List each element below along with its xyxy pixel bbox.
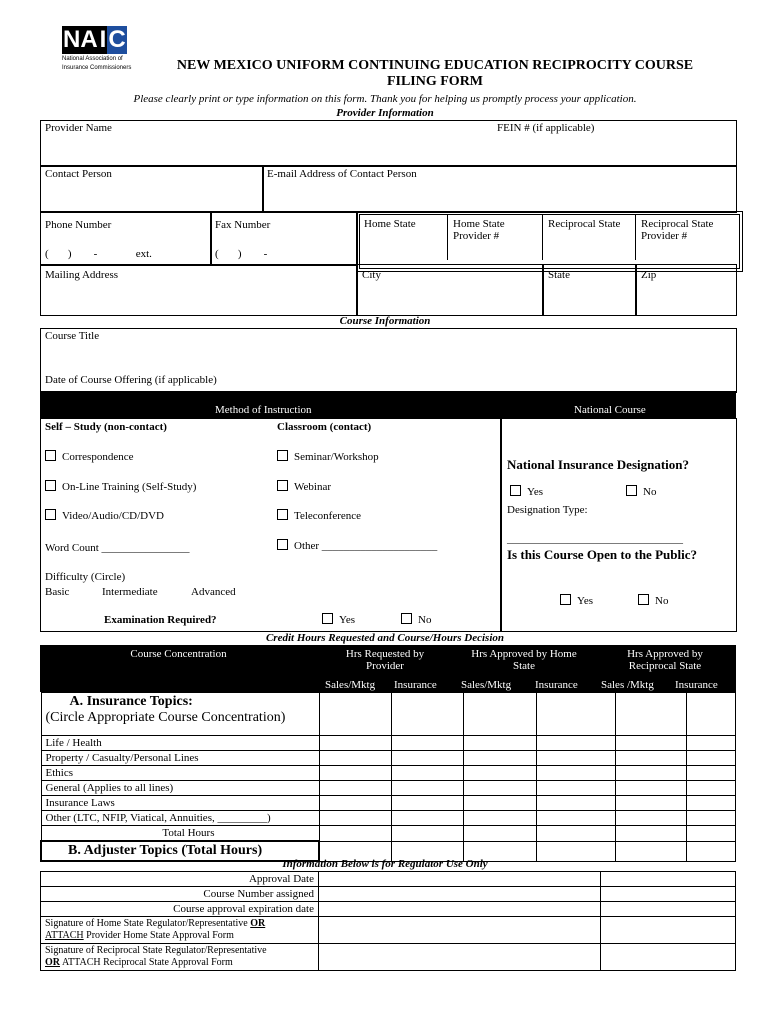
hrs-requested-header (317, 648, 453, 672)
checkbox-icon[interactable] (322, 613, 333, 624)
telecon-option[interactable] (277, 509, 361, 522)
exam-yes[interactable] (322, 613, 355, 626)
provider-name-field[interactable] (40, 120, 737, 167)
approval-date-cell-2[interactable] (601, 872, 736, 887)
hrs-home-header (453, 648, 595, 672)
cell[interactable] (615, 811, 686, 826)
checkbox-icon[interactable] (277, 450, 288, 461)
cell[interactable] (686, 766, 736, 781)
checkbox-icon[interactable] (401, 613, 412, 624)
credit-section-title: Credit Hours Requested and Course/Hours Decision (265, 632, 505, 644)
expiration-label: Course approval expiration date (41, 902, 319, 917)
or-text: OR (250, 918, 266, 929)
cell[interactable] (536, 781, 615, 796)
yes-label: Yes (577, 595, 594, 607)
video-option[interactable] (45, 509, 164, 522)
hrs-home-line1: Hrs Approved by Home (471, 648, 577, 660)
cell[interactable] (536, 826, 615, 842)
cell[interactable] (319, 736, 391, 751)
other-label: Other _____________________ (294, 540, 438, 552)
naic-logo (62, 26, 142, 74)
checkbox-icon[interactable] (638, 594, 649, 605)
yes-label: Yes (339, 614, 356, 626)
expiration-cell[interactable] (319, 902, 601, 917)
regulator-section-title: Information Below is for Regulator Use Only (282, 858, 488, 870)
word-count-field[interactable]: Word Count ________________ (45, 542, 190, 554)
logo-c: C (108, 26, 126, 53)
cell[interactable] (615, 796, 686, 811)
classroom-heading: Classroom (contact) (277, 421, 372, 433)
checkbox-icon[interactable] (45, 509, 56, 520)
cell[interactable] (686, 736, 736, 751)
video-label: Video/Audio/CD/DVD (62, 510, 165, 522)
phone-label: Phone Number (45, 219, 112, 231)
divider (447, 215, 448, 260)
cell[interactable] (463, 811, 536, 826)
cell[interactable] (686, 811, 736, 826)
row-laws: Insurance Laws (41, 796, 319, 811)
form-title-2: FILING FORM (386, 74, 484, 89)
regulator-table (40, 871, 736, 971)
hrs-home-line2: State (513, 660, 535, 672)
sig-home-text: Signature of Home State Regulator/Representative (45, 918, 251, 929)
credit-table (40, 692, 736, 862)
no-label: No (418, 614, 432, 626)
online-option[interactable] (45, 480, 196, 493)
approval-date-label: Approval Date (41, 872, 319, 887)
yes-label: Yes (527, 486, 544, 498)
other-option[interactable] (277, 539, 437, 552)
designation-type-label: Designation Type: (507, 504, 588, 516)
concentration-header: Course Concentration (130, 648, 227, 660)
insurance-col-3: Insurance (675, 679, 718, 691)
zip-label: Zip (641, 269, 657, 281)
cell[interactable] (391, 766, 463, 781)
cell[interactable] (463, 736, 536, 751)
row-general: General (Applies to all lines) (41, 781, 319, 796)
attach-text: ATTACH (45, 930, 84, 941)
cell[interactable] (319, 826, 391, 842)
cell[interactable] (463, 826, 536, 842)
home-state-label: Home State (364, 218, 416, 230)
logo-na: NA (63, 26, 98, 53)
cell[interactable] (463, 796, 536, 811)
cell[interactable] (615, 781, 686, 796)
logo-sub2: Insurance Commissioners (62, 65, 132, 71)
fax-label: Fax Number (215, 219, 271, 231)
cell[interactable] (536, 736, 615, 751)
mailing-label: Mailing Address (45, 269, 119, 281)
insurance-col-1: Insurance (394, 679, 437, 691)
or-text: OR (45, 957, 60, 968)
home-state-provider-label: Home State Provider # (453, 218, 505, 242)
online-label: On-Line Training (Self-Study) (62, 481, 197, 493)
row-life: Life / Health (41, 736, 319, 751)
reciprocal-state-label: Reciprocal State (548, 218, 621, 230)
webinar-label: Webinar (294, 481, 331, 493)
cell[interactable] (463, 751, 536, 766)
telecon-label: Teleconference (294, 510, 362, 522)
national-box (500, 418, 737, 632)
phone-format: ( ) - ext. (45, 248, 152, 260)
difficulty-advanced[interactable]: Advanced (191, 586, 236, 598)
divider (542, 215, 543, 260)
webinar-option[interactable] (277, 480, 331, 493)
course-date-label: Date of Course Offering (if applicable) (45, 374, 217, 386)
method-label: Method of Instruction (215, 404, 312, 416)
cell[interactable] (391, 751, 463, 766)
provider-section-title: Provider Information (336, 107, 434, 119)
row-other: Other (LTC, NFIP, Viatical, Annuities, _________) (41, 811, 319, 826)
cell[interactable] (319, 751, 391, 766)
correspondence-label: Correspondence (62, 451, 134, 463)
cell[interactable] (686, 826, 736, 842)
logo-sub1: National Association of (62, 56, 123, 62)
public-no[interactable] (638, 594, 668, 607)
course-section-title: Course Information (339, 315, 431, 327)
checkbox-icon[interactable] (45, 450, 56, 461)
cell[interactable] (686, 796, 736, 811)
cell[interactable] (391, 826, 463, 842)
cell[interactable] (319, 693, 391, 736)
sales-col-3: Sales /Mktg (601, 679, 654, 691)
cell[interactable] (615, 751, 686, 766)
sig-home-cell-2[interactable] (601, 917, 736, 944)
sig-recip-label (41, 944, 319, 971)
cell[interactable] (319, 766, 391, 781)
sig-home-cell[interactable] (319, 917, 601, 944)
correspondence-option[interactable] (45, 450, 133, 463)
difficulty-basic[interactable]: Basic (45, 586, 70, 598)
hrs-recip-line2: Reciprocal State (628, 660, 702, 672)
a-title-cell (41, 693, 319, 736)
no-label: No (643, 486, 657, 498)
seminar-label: Seminar/Workshop (294, 451, 379, 463)
cell[interactable] (615, 693, 686, 736)
cell[interactable] (536, 693, 615, 736)
state-label: State (548, 269, 570, 281)
row-total: Total Hours (41, 826, 319, 842)
exam-label: Examination Required? (104, 614, 217, 626)
cell[interactable] (463, 766, 536, 781)
seminar-option[interactable] (277, 450, 379, 463)
approval-date-cell[interactable] (319, 872, 601, 887)
a-title: A. Insurance Topics: (69, 694, 193, 709)
designation-no[interactable] (626, 485, 656, 498)
checkbox-icon[interactable] (277, 539, 288, 550)
checkbox-icon[interactable] (277, 509, 288, 520)
designation-type-field[interactable]: ________________________________ (507, 533, 683, 545)
row-property: Property / Casualty/Personal Lines (41, 751, 319, 766)
public-question: Is this Course Open to the Public? (507, 547, 697, 562)
cell[interactable] (536, 766, 615, 781)
self-study-heading: Self – Study (non-contact) (45, 421, 167, 433)
cell[interactable] (536, 751, 615, 766)
sig-home-label (41, 917, 319, 944)
cell[interactable] (463, 781, 536, 796)
email-label: E-mail Address of Contact Person (267, 168, 417, 180)
provider-name-label: Provider Name (45, 122, 112, 134)
sig-recip-cell[interactable] (319, 944, 601, 971)
cell[interactable] (319, 796, 391, 811)
cell[interactable] (536, 796, 615, 811)
b-title: B. Adjuster Topics (Total Hours) (68, 843, 263, 858)
city-field[interactable] (356, 264, 544, 316)
cell[interactable] (391, 736, 463, 751)
expiration-cell-2[interactable] (601, 902, 736, 917)
cell[interactable] (686, 781, 736, 796)
designation-question: National Insurance Designation? (507, 457, 690, 472)
cell[interactable] (615, 826, 686, 842)
cell[interactable] (319, 781, 391, 796)
insurance-col-2: Insurance (535, 679, 578, 691)
cell[interactable] (391, 796, 463, 811)
hrs-recip-header (595, 648, 735, 672)
cell[interactable] (686, 693, 736, 736)
course-number-label: Course Number assigned (41, 887, 319, 902)
course-title-label: Course Title (45, 330, 100, 342)
public-yes[interactable] (560, 594, 593, 607)
checkbox-icon[interactable] (277, 480, 288, 491)
form-title: NEW MEXICO UNIFORM CONTINUING EDUCATION RECIPROCITY COURSE (176, 58, 694, 73)
checkbox-icon[interactable] (626, 485, 637, 496)
exam-no[interactable] (401, 613, 431, 626)
sig-recip-cell-2[interactable] (601, 944, 736, 971)
cell[interactable] (686, 751, 736, 766)
sig-recip-text-2: ATTACH Reciprocal State Approval Form (60, 957, 233, 968)
cell[interactable] (615, 736, 686, 751)
hrs-requested-line2: Provider (366, 660, 404, 672)
a-subtitle: (Circle Appropriate Course Concentration) (45, 710, 286, 725)
checkbox-icon[interactable] (560, 594, 571, 605)
designation-yes[interactable] (510, 485, 543, 498)
row-ethics: Ethics (41, 766, 319, 781)
sig-recip-text: Signature of Reciprocal State Regulator/Representative (45, 945, 267, 956)
logo-i: I (99, 26, 107, 53)
difficulty-intermediate[interactable]: Intermediate (102, 586, 158, 598)
course-number-cell-2[interactable] (601, 887, 736, 902)
sales-col-1: Sales/Mktg (325, 679, 376, 691)
sales-col-2: Sales/Mktg (461, 679, 512, 691)
cell[interactable] (615, 766, 686, 781)
fein-label: FEIN # (if applicable) (497, 122, 595, 134)
cell[interactable] (391, 781, 463, 796)
difficulty-label: Difficulty (Circle) (45, 571, 126, 583)
fax-format: ( ) - (215, 248, 268, 260)
cell[interactable] (536, 811, 615, 826)
hrs-recip-line1: Hrs Approved by (627, 648, 703, 660)
cell[interactable] (391, 811, 463, 826)
city-label: City (362, 269, 381, 281)
contact-person-label: Contact Person (45, 168, 112, 180)
form-note: Please clearly print or type information on this form. Thank you for helping us promptly process your application. (133, 93, 637, 105)
divider (635, 215, 636, 260)
cell[interactable] (319, 811, 391, 826)
hrs-requested-line1: Hrs Requested by (345, 648, 425, 660)
course-number-cell[interactable] (319, 887, 601, 902)
no-label: No (655, 595, 669, 607)
national-label: National Course (574, 404, 646, 416)
cell[interactable] (463, 693, 536, 736)
sig-home-text-2: Provider Home State Approval Form (83, 930, 234, 941)
checkbox-icon[interactable] (45, 480, 56, 491)
reciprocal-provider-label: Reciprocal State Provider # (641, 218, 714, 242)
cell[interactable] (391, 693, 463, 736)
checkbox-icon[interactable] (510, 485, 521, 496)
